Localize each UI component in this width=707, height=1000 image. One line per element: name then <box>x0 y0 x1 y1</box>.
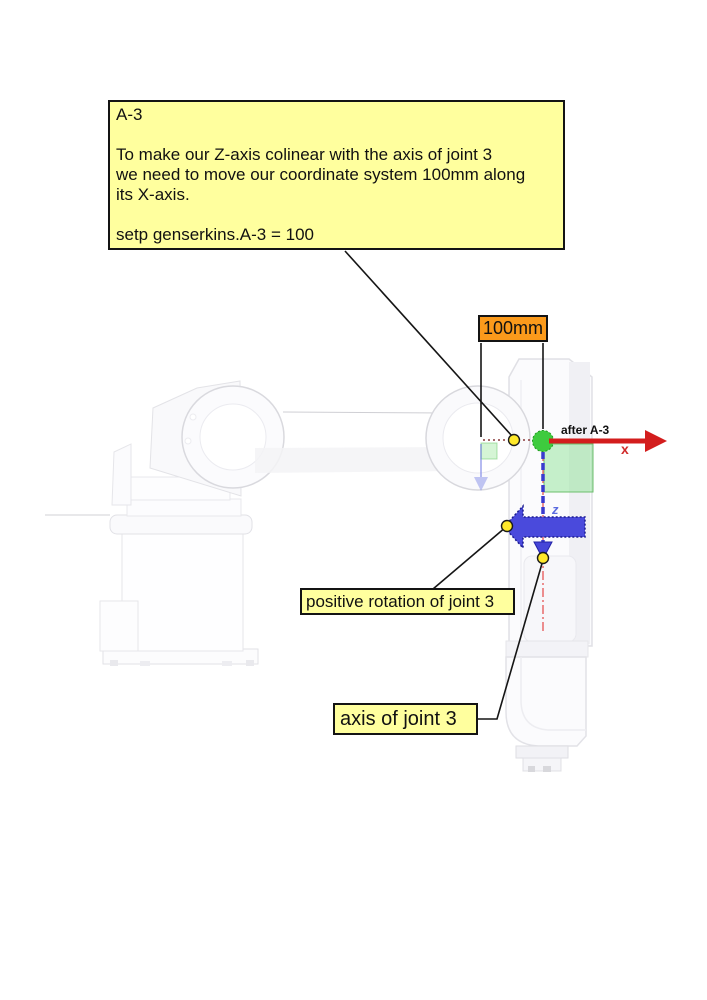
base-body <box>122 531 243 651</box>
elbow-hub <box>443 403 513 473</box>
robot-arm <box>45 359 592 772</box>
base-side-box <box>100 601 138 651</box>
z-axis-label: z <box>552 502 559 517</box>
note-title: A-3 <box>116 105 143 124</box>
effector-flange <box>516 746 568 758</box>
upper-arm-shade <box>255 447 455 473</box>
note-body-line: we need to move our coordinate system 100mm along <box>116 165 526 184</box>
x-axis-label: x <box>621 441 629 457</box>
note-command: setp genserkins.A-3 = 100 <box>116 225 314 244</box>
rotation-label: positive rotation of joint 3 <box>300 588 515 615</box>
wrist-body <box>506 657 586 746</box>
upper-arm-top-edge <box>283 412 447 413</box>
dimension-label: 100mm <box>478 315 548 342</box>
note-box <box>108 100 565 250</box>
offset-anchor-dot <box>509 435 520 446</box>
frame-label: after A-3 <box>561 423 610 437</box>
note-body-line: its X-axis. <box>116 185 190 204</box>
axis-anchor-dot <box>538 553 549 564</box>
frame-plane <box>544 444 593 492</box>
note-callout-line <box>345 251 512 436</box>
base-collar <box>110 515 252 534</box>
note-body-line: To make our Z-axis colinear with the axis of joint 3 <box>116 145 493 164</box>
rotation-anchor-dot <box>502 521 513 532</box>
pedestal <box>127 499 241 516</box>
shoulder-column <box>112 444 131 505</box>
axis-label: axis of joint 3 <box>333 703 478 735</box>
